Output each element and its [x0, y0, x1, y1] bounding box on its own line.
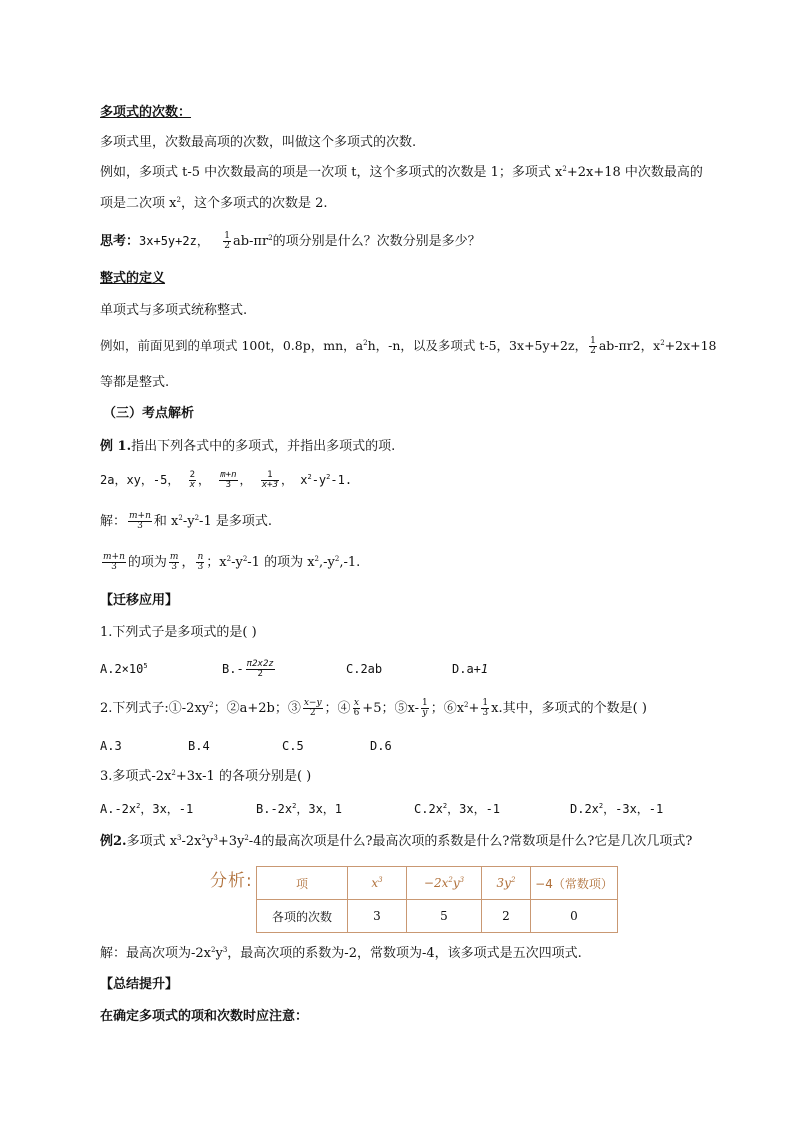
table-header-3y2: $3y^2$ — [482, 867, 531, 900]
table-header-x3: $x^3$ — [348, 867, 407, 900]
q3-option-b: $B.-2x^2$，3x，1 — [256, 802, 343, 816]
degree-example-1: 例如，多项式 t-5 中次数最高的项是一次项 t，这个多项式的次数是 1；多项式 $x^2+2x+18$ 中次数最高的 — [100, 165, 703, 180]
q1-option-b: B.- $\frac{\pi 2x2z}{2}$ — [222, 659, 274, 679]
solution-1a: 解： $\frac{m+n}{3}$ 和 $x^2-y^2-1$ 是多项式. — [100, 511, 272, 531]
fraction-half: $\frac{1}{2}$ — [224, 231, 230, 251]
question-2: 2.下列式子$:①-2xy^2$；②a+2b；③ $\frac{x-y}{2}$ ；④ $\frac{x}{6}$ +5；⑤x- $\frac{1}{y}$ ；$⑥x^2+$ $\frac{1}{3}$ x.其中，多项式的个数是( ) — [100, 698, 647, 718]
think-question: 思考：3x+5y+2z， $\frac{1}{2}$ $ab-\pi r^2$的项分别是什么？次数分别是多少？ — [100, 231, 481, 251]
q3-option-a: $A.-2x^2$，3x，-1 — [100, 802, 194, 816]
solution-1b: $\frac{m+n}{3}$ 的项为 $\frac{m}{3}$ ， $\frac{n}{3}$ ；$x^2-y^2-1$ 的项为 $x^2,-y^2,-1$. — [103, 552, 361, 572]
table-header-2x2y3: $-2x^2y^3$ — [407, 867, 482, 900]
q3-option-c: $C.2x^2$，3x，-1 — [414, 802, 501, 816]
q3-option-d: $D.2x^2$，-3x，-1 — [570, 802, 664, 816]
q1-option-a: $A.2\times 10^5$ — [100, 662, 148, 676]
table-row-label: 各项的次数 — [257, 900, 348, 933]
example-1: 例 1.指出下列各式中的多项式，并指出多项式的项. — [100, 439, 396, 454]
integral-example: 例如，前面见到的单项式 100t，0.8p，mn，$a^2h$，-n，以及多项式 t-5，3x+5y+2z， $\frac{1}{2}$ ab-πr2，$x^2+2x+18$ — [100, 336, 717, 356]
analysis-table — [256, 866, 618, 933]
q2-option-b: B.4 — [188, 739, 210, 753]
table-row — [257, 900, 618, 933]
analysis-label: 分析: — [210, 871, 253, 891]
summary-heading: 【总结提升】 — [100, 977, 179, 992]
degree-heading: 多项式的次数： — [100, 105, 192, 120]
q2-option-d: D.6 — [370, 739, 392, 753]
table-header-constant: −4（常数项） — [531, 867, 618, 900]
transfer-heading: 【迁移应用】 — [100, 593, 179, 608]
q1-option-c: C.2ab — [346, 662, 383, 676]
table-cell: 5 — [407, 900, 482, 933]
example-1-items: 2a，xy，-5， $\frac{2}{x}$ ， $\frac{m+n}{3}$ ， $\frac{1}{x+3}$ ， $x^2-y^2-1$. — [100, 470, 353, 490]
kaodian-heading: （三）考点解析 — [103, 406, 195, 421]
summary-text: 在确定多项式的项和次数时应注意： — [100, 1009, 309, 1024]
integral-heading: 整式的定义 — [100, 271, 166, 286]
example-2: 例2.多项式 $x^3-2x^2y^3+3y^2-4$的最高次项是什么?最高次项的系数是什么?常数项是什么?它是几次几项式? — [100, 834, 693, 849]
question-1: 1.下列式子是多项式的是( ) — [100, 625, 257, 640]
solution-2: 解：最高次项为$-2x^2y^3$，最高次项的系数为-2，常数项为-4，该多项式是五次四项式. — [100, 946, 582, 961]
degree-example-2: 项是二次项 $x^2$，这个多项式的次数是 2. — [100, 196, 328, 211]
table-cell: 2 — [482, 900, 531, 933]
q1-option-d: D.a+1 — [452, 662, 489, 676]
q2-option-c: C.5 — [282, 739, 304, 753]
integral-definition: 单项式与多项式统称整式. — [100, 303, 248, 318]
table-header-term: 项 — [257, 867, 348, 900]
question-3: 3.多项式$-2x^2+3x-1$ 的各项分别是( ) — [100, 769, 312, 784]
integral-example-end: 等都是整式. — [100, 375, 170, 390]
q2-option-a: A.3 — [100, 739, 122, 753]
table-row — [257, 867, 618, 900]
degree-definition: 多项式里，次数最高项的次数，叫做这个多项式的次数. — [100, 135, 417, 150]
table-cell: 3 — [348, 900, 407, 933]
table-cell: 0 — [531, 900, 618, 933]
